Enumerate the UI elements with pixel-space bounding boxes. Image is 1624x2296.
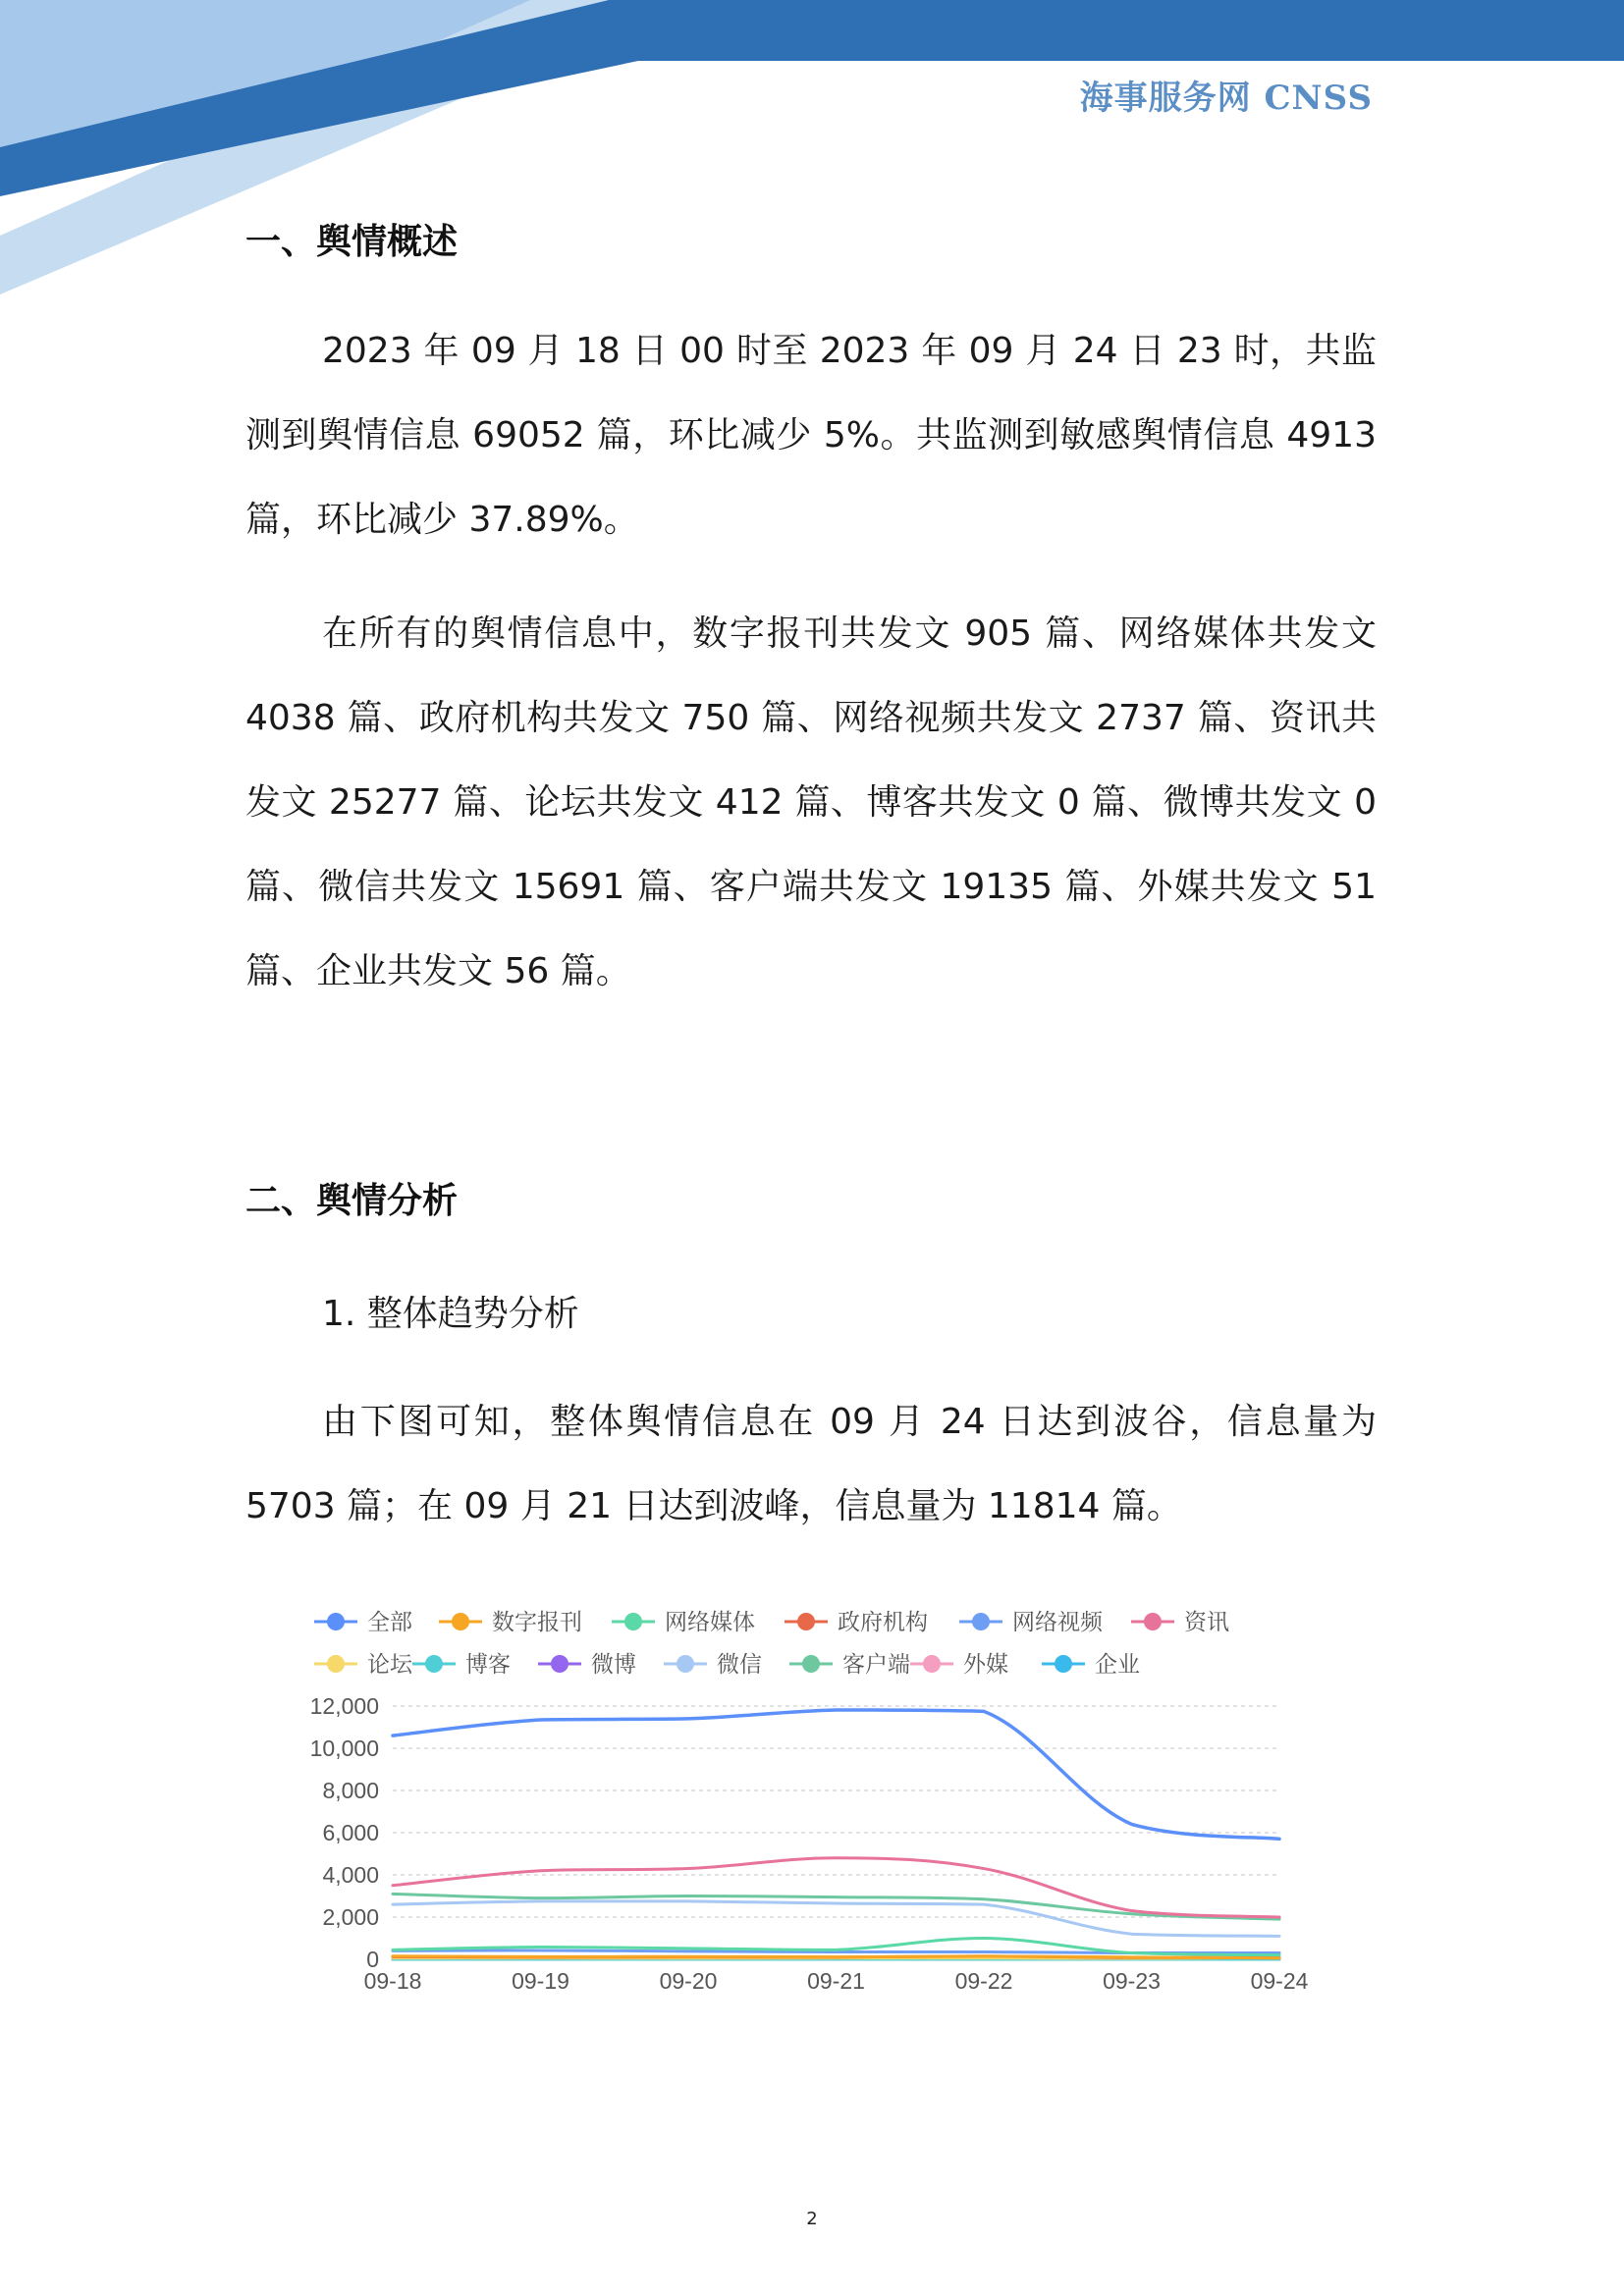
y-tick-label: 2,000 xyxy=(322,1904,379,1930)
y-tick-label: 0 xyxy=(366,1947,379,1972)
legend-label: 数字报刊 xyxy=(492,1610,582,1635)
subsection-heading-trend: 1. 整体趋势分析 xyxy=(322,1294,579,1334)
legend-label: 微博 xyxy=(591,1652,636,1678)
x-tick-label: 09-19 xyxy=(512,1968,569,1994)
legend-label: 企业 xyxy=(1095,1652,1140,1678)
legend-marker xyxy=(972,1613,990,1630)
series-line-11 xyxy=(393,1894,1279,1919)
legend-label: 微信 xyxy=(717,1652,762,1678)
y-tick-label: 12,000 xyxy=(309,1693,379,1719)
legend-marker xyxy=(452,1613,469,1630)
trend-line-chart xyxy=(285,1590,1326,2002)
legend-label: 论坛 xyxy=(367,1652,412,1678)
legend-label: 博客 xyxy=(465,1652,511,1678)
section-heading-overview: 一、舆情概述 xyxy=(245,222,459,262)
legend-label: 网络视频 xyxy=(1012,1610,1103,1635)
x-tick-label: 09-20 xyxy=(659,1968,718,1994)
series-line-6 xyxy=(393,1858,1279,1917)
series-line-2 xyxy=(393,1956,1279,1958)
legend-marker xyxy=(624,1613,642,1630)
y-tick-label: 10,000 xyxy=(309,1735,379,1761)
legend-label: 全部 xyxy=(367,1610,412,1635)
legend-marker xyxy=(923,1655,941,1673)
paragraph-trend-summary: 由下图可知，整体舆情信息在 09 月 24 日达到波谷，信息量为 5703 篇；在 09 月 21 日达到波峰，信息量为 11814 篇。 xyxy=(245,1402,1377,1526)
series-line-10 xyxy=(393,1901,1279,1936)
legend-label: 政府机构 xyxy=(838,1610,928,1635)
legend-marker xyxy=(802,1655,820,1673)
legend-marker xyxy=(797,1613,815,1630)
trend-chart-svg xyxy=(285,1590,1326,2002)
y-tick-label: 8,000 xyxy=(322,1778,379,1803)
section-heading-analysis: 二、舆情分析 xyxy=(245,1181,459,1221)
brand-title: 海事服务网 CNSS xyxy=(1079,79,1373,118)
x-tick-label: 09-24 xyxy=(1250,1968,1309,1994)
y-tick-label: 6,000 xyxy=(322,1820,379,1845)
paragraph-source-breakdown: 在所有的舆情信息中，数字报刊共发文 905 篇、网络媒体共发文 4038 篇、政府机构共发文 750 篇、网络视频共发文 2737 篇、资讯共发文 25277 篇、论坛共发文 412 篇、博客共发文 0 篇、微博共发文 0 篇、微信共发文 15691 篇、客户端共发文 19135 篇、外媒共发文 51 篇、企业共发文 56 篇。 xyxy=(245,614,1377,991)
legend-label: 外媒 xyxy=(963,1652,1008,1678)
x-tick-label: 09-18 xyxy=(363,1968,422,1994)
page-number: 2 xyxy=(806,2209,818,2229)
series-line-1 xyxy=(393,1710,1279,1839)
y-tick-label: 4,000 xyxy=(322,1862,379,1888)
legend-marker xyxy=(327,1613,345,1630)
legend-label: 资讯 xyxy=(1184,1610,1229,1635)
legend-marker xyxy=(551,1655,568,1673)
legend-marker xyxy=(677,1655,694,1673)
legend-marker xyxy=(1144,1613,1162,1630)
legend-marker xyxy=(327,1655,345,1673)
legend-marker xyxy=(425,1655,443,1673)
legend-marker xyxy=(1055,1655,1072,1673)
legend-label: 网络媒体 xyxy=(665,1610,755,1635)
paragraph-overview-summary: 2023 年 09 月 18 日 00 时至 2023 年 09 月 24 日 23 时，共监测到舆情信息 69052 篇，环比减少 5%。共监测到敏感舆情信息 4913 篇，环比减少 37.89%。 xyxy=(245,331,1377,540)
x-tick-label: 09-23 xyxy=(1103,1968,1161,1994)
x-tick-label: 09-22 xyxy=(954,1968,1013,1994)
x-tick-label: 09-21 xyxy=(807,1968,865,1994)
header-decoration xyxy=(0,0,1624,294)
legend-label: 客户端 xyxy=(842,1652,910,1678)
